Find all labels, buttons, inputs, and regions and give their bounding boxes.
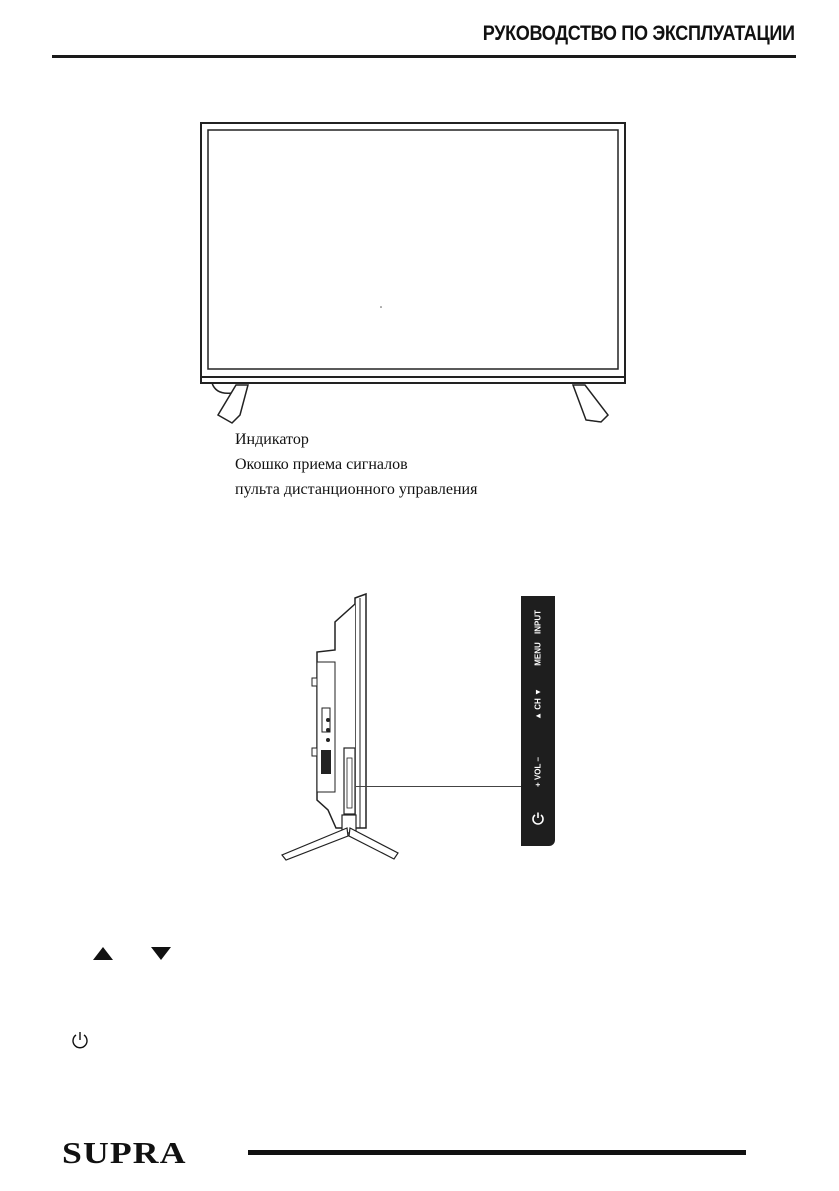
panel-label-menu: MENU — [533, 642, 543, 666]
tv-front-diagram — [188, 115, 638, 435]
panel-power-icon — [531, 811, 545, 825]
caption-line-ir-window: Окошко приема сигналов — [235, 456, 408, 473]
header-rule — [52, 55, 796, 58]
front-figure-caption — [235, 427, 477, 502]
page-header-title: РУКОВОДСТВО ПО ЭКСПЛУАТАЦИИ — [483, 22, 795, 45]
triangle-up-icon — [93, 947, 113, 960]
power-icon — [70, 1030, 90, 1050]
tv-side-diagram — [280, 590, 410, 870]
footer-rule — [248, 1150, 746, 1155]
panel-label-ch: ▲ CH ▼ — [533, 688, 543, 720]
brand-logo: SUPRA — [62, 1135, 187, 1170]
panel-label-vol: + VOL – — [533, 757, 543, 787]
caption-line-remote: пульта дистанционного управления — [235, 481, 478, 498]
callout-line — [356, 786, 522, 787]
triangle-down-icon — [151, 947, 171, 960]
caption-line-indicator: Индикатор — [235, 431, 309, 448]
control-panel-labels — [521, 596, 555, 846]
panel-label-input: INPUT — [533, 610, 543, 634]
